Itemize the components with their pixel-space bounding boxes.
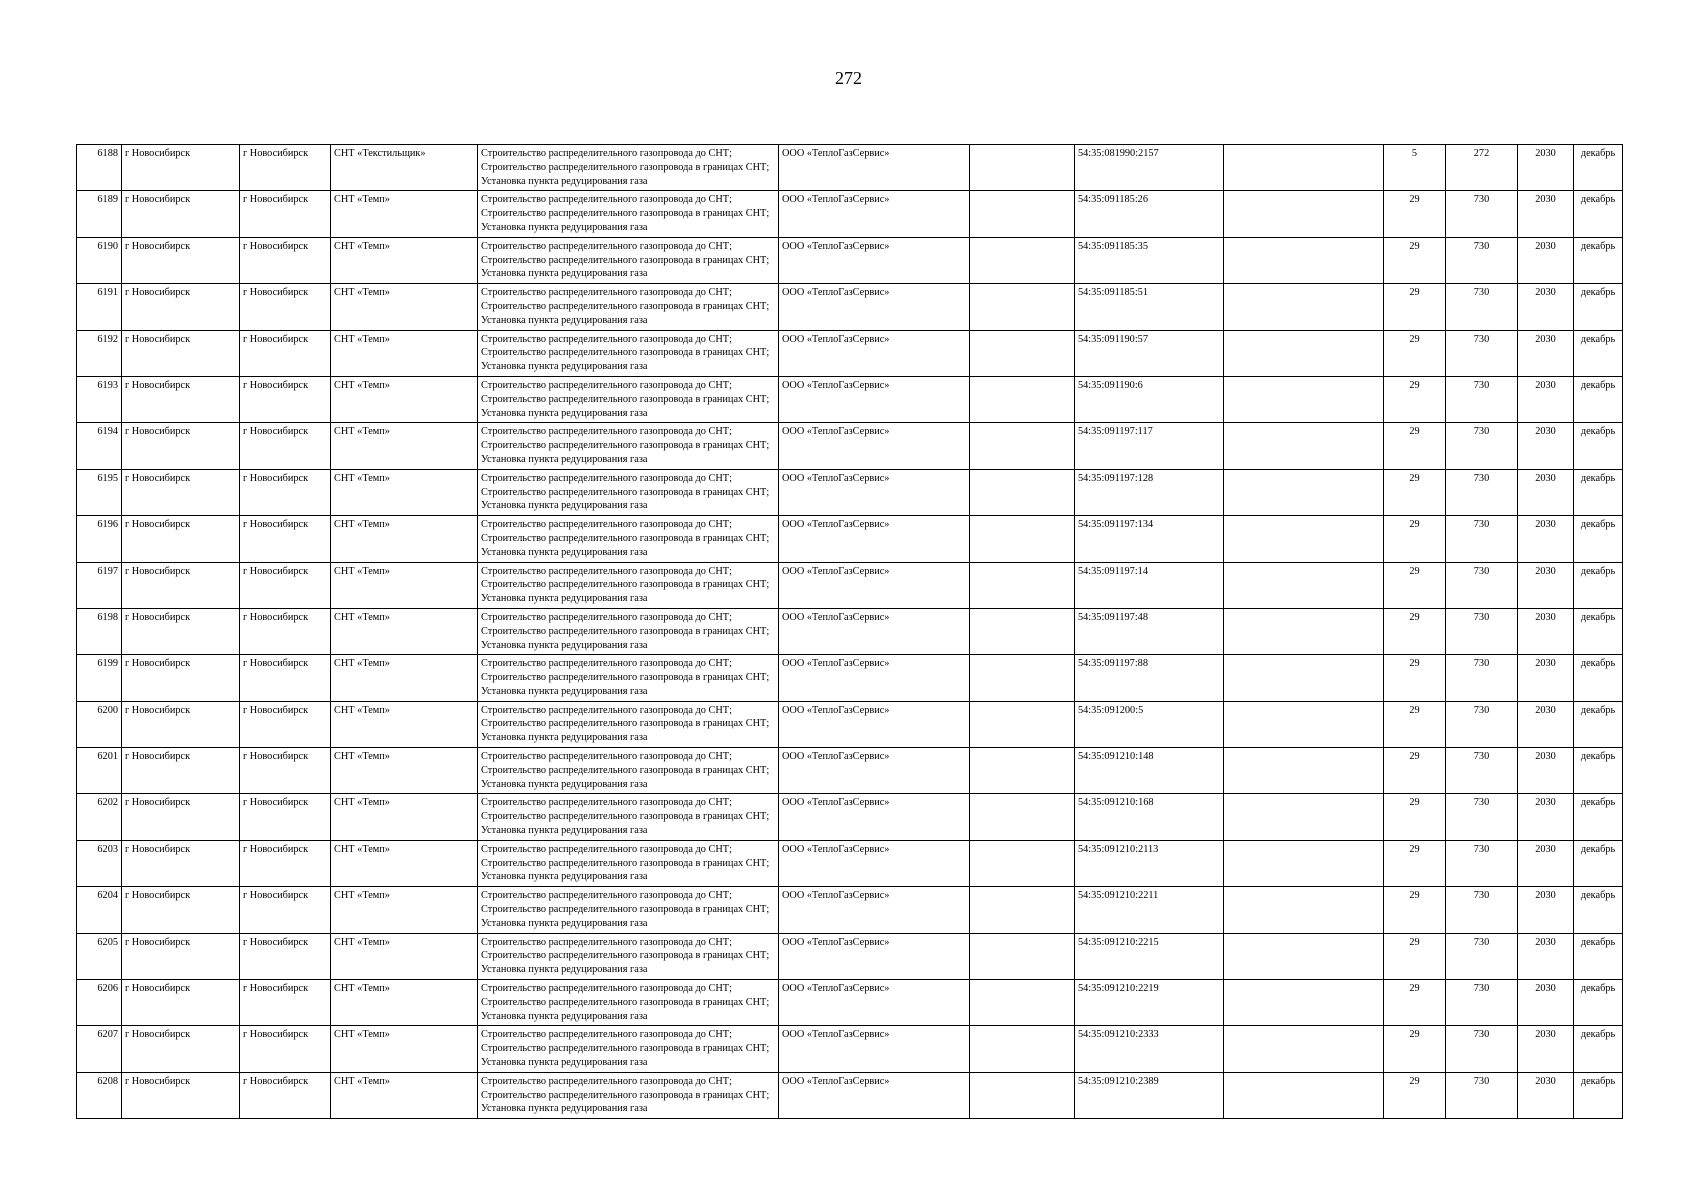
- table-row: [77, 701, 1623, 747]
- cell-locality: г Новосибирск: [240, 655, 331, 701]
- cell-month: декабрь: [1574, 516, 1623, 562]
- cell-length: 730: [1446, 748, 1518, 794]
- cell-object: СНТ «Темп»: [331, 237, 478, 283]
- cell-object: СНТ «Текстильщик»: [331, 145, 478, 191]
- cell-number: 6196: [77, 516, 122, 562]
- cell-locality: г Новосибирск: [240, 423, 331, 469]
- cell-locality: г Новосибирск: [240, 516, 331, 562]
- table-row: [77, 608, 1623, 654]
- cell-month: декабрь: [1574, 748, 1623, 794]
- cell-empty: [970, 237, 1075, 283]
- cell-locality: г Новосибирск: [240, 933, 331, 979]
- cell-year: 2030: [1518, 933, 1574, 979]
- cell-year: 2030: [1518, 191, 1574, 237]
- cell-organization: ООО «ТеплоГазСервис»: [779, 562, 970, 608]
- cell-object: СНТ «Темп»: [331, 1072, 478, 1118]
- cell-year: 2030: [1518, 237, 1574, 283]
- cell-empty: [970, 145, 1075, 191]
- cell-locality: г Новосибирск: [240, 1026, 331, 1072]
- cell-locality: г Новосибирск: [240, 748, 331, 794]
- cell-cadastral-number: 54:35:091210:2389: [1075, 1072, 1224, 1118]
- cell-month: декабрь: [1574, 1072, 1623, 1118]
- cell-organization: ООО «ТеплоГазСервис»: [779, 608, 970, 654]
- table-row: [77, 330, 1623, 376]
- cell-number: 6190: [77, 237, 122, 283]
- cell-organization: ООО «ТеплоГазСервис»: [779, 469, 970, 515]
- cell-empty: [970, 1026, 1075, 1072]
- cell-empty: [1224, 980, 1384, 1026]
- cell-empty: [970, 980, 1075, 1026]
- cell-empty: [1224, 608, 1384, 654]
- cell-number: 6203: [77, 840, 122, 886]
- cell-quantity: 29: [1384, 1026, 1446, 1072]
- cell-object: СНТ «Темп»: [331, 376, 478, 422]
- gasification-register-table: [76, 144, 1623, 1119]
- cell-cadastral-number: 54:35:081990:2157: [1075, 145, 1224, 191]
- cell-length: 730: [1446, 330, 1518, 376]
- cell-empty: [1224, 794, 1384, 840]
- cell-work-description: Строительство распределительного газопровода до СНТ; Строительство распределительного газопровода в границах СНТ; Установка пункта редуцирования газа: [478, 330, 779, 376]
- cell-length: 730: [1446, 655, 1518, 701]
- cell-year: 2030: [1518, 794, 1574, 840]
- cell-length: 730: [1446, 701, 1518, 747]
- table-body: [77, 145, 1623, 1119]
- table-row: [77, 376, 1623, 422]
- cell-work-description: Строительство распределительного газопровода до СНТ; Строительство распределительного газопровода в границах СНТ; Установка пункта редуцирования газа: [478, 376, 779, 422]
- cell-object: СНТ «Темп»: [331, 284, 478, 330]
- cell-month: декабрь: [1574, 655, 1623, 701]
- cell-quantity: 29: [1384, 748, 1446, 794]
- cell-length: 730: [1446, 423, 1518, 469]
- cell-year: 2030: [1518, 516, 1574, 562]
- cell-work-description: Строительство распределительного газопровода до СНТ; Строительство распределительного газопровода в границах СНТ; Установка пункта редуцирования газа: [478, 840, 779, 886]
- cell-cadastral-number: 54:35:091210:2333: [1075, 1026, 1224, 1072]
- cell-locality: г Новосибирск: [240, 887, 331, 933]
- cell-locality: г Новосибирск: [240, 469, 331, 515]
- cell-month: декабрь: [1574, 608, 1623, 654]
- cell-work-description: Строительство распределительного газопровода до СНТ; Строительство распределительного газопровода в границах СНТ; Установка пункта редуцирования газа: [478, 933, 779, 979]
- cell-year: 2030: [1518, 1072, 1574, 1118]
- cell-year: 2030: [1518, 980, 1574, 1026]
- cell-length: 730: [1446, 840, 1518, 886]
- cell-object: СНТ «Темп»: [331, 794, 478, 840]
- cell-district: г Новосибирск: [122, 1072, 240, 1118]
- cell-cadastral-number: 54:35:091185:51: [1075, 284, 1224, 330]
- cell-cadastral-number: 54:35:091200:5: [1075, 701, 1224, 747]
- cell-quantity: 29: [1384, 980, 1446, 1026]
- cell-number: 6191: [77, 284, 122, 330]
- cell-empty: [1224, 516, 1384, 562]
- table-row: [77, 840, 1623, 886]
- cell-empty: [970, 748, 1075, 794]
- cell-object: СНТ «Темп»: [331, 655, 478, 701]
- cell-month: декабрь: [1574, 376, 1623, 422]
- cell-locality: г Новосибирск: [240, 794, 331, 840]
- cell-district: г Новосибирск: [122, 376, 240, 422]
- cell-district: г Новосибирск: [122, 794, 240, 840]
- cell-district: г Новосибирск: [122, 1026, 240, 1072]
- cell-empty: [970, 794, 1075, 840]
- cell-cadastral-number: 54:35:091197:128: [1075, 469, 1224, 515]
- cell-work-description: Строительство распределительного газопровода до СНТ; Строительство распределительного газопровода в границах СНТ; Установка пункта редуцирования газа: [478, 701, 779, 747]
- cell-quantity: 29: [1384, 516, 1446, 562]
- cell-empty: [1224, 423, 1384, 469]
- cell-quantity: 29: [1384, 701, 1446, 747]
- table-row: [77, 145, 1623, 191]
- cell-district: г Новосибирск: [122, 840, 240, 886]
- table-row: [77, 794, 1623, 840]
- cell-work-description: Строительство распределительного газопровода до СНТ; Строительство распределительного газопровода в границах СНТ; Установка пункта редуцирования газа: [478, 469, 779, 515]
- cell-year: 2030: [1518, 701, 1574, 747]
- cell-empty: [1224, 840, 1384, 886]
- cell-quantity: 5: [1384, 145, 1446, 191]
- cell-cadastral-number: 54:35:091210:2211: [1075, 887, 1224, 933]
- cell-empty: [1224, 330, 1384, 376]
- table-row: [77, 933, 1623, 979]
- cell-district: г Новосибирск: [122, 423, 240, 469]
- cell-object: СНТ «Темп»: [331, 191, 478, 237]
- cell-locality: г Новосибирск: [240, 980, 331, 1026]
- cell-district: г Новосибирск: [122, 469, 240, 515]
- cell-organization: ООО «ТеплоГазСервис»: [779, 330, 970, 376]
- cell-district: г Новосибирск: [122, 608, 240, 654]
- cell-quantity: 29: [1384, 376, 1446, 422]
- cell-month: декабрь: [1574, 887, 1623, 933]
- cell-work-description: Строительство распределительного газопровода до СНТ; Строительство распределительного газопровода в границах СНТ; Установка пункта редуцирования газа: [478, 562, 779, 608]
- cell-year: 2030: [1518, 748, 1574, 794]
- cell-empty: [1224, 1072, 1384, 1118]
- cell-object: СНТ «Темп»: [331, 608, 478, 654]
- cell-year: 2030: [1518, 376, 1574, 422]
- cell-locality: г Новосибирск: [240, 1072, 331, 1118]
- cell-month: декабрь: [1574, 237, 1623, 283]
- cell-object: СНТ «Темп»: [331, 423, 478, 469]
- cell-empty: [970, 655, 1075, 701]
- cell-length: 730: [1446, 1072, 1518, 1118]
- cell-number: 6202: [77, 794, 122, 840]
- cell-cadastral-number: 54:35:091210:2113: [1075, 840, 1224, 886]
- cell-month: декабрь: [1574, 469, 1623, 515]
- cell-work-description: Строительство распределительного газопровода до СНТ; Строительство распределительного газопровода в границах СНТ; Установка пункта редуцирования газа: [478, 655, 779, 701]
- cell-organization: ООО «ТеплоГазСервис»: [779, 423, 970, 469]
- cell-work-description: Строительство распределительного газопровода до СНТ; Строительство распределительного газопровода в границах СНТ; Установка пункта редуцирования газа: [478, 887, 779, 933]
- cell-locality: г Новосибирск: [240, 191, 331, 237]
- cell-organization: ООО «ТеплоГазСервис»: [779, 701, 970, 747]
- cell-length: 730: [1446, 284, 1518, 330]
- cell-year: 2030: [1518, 469, 1574, 515]
- cell-organization: ООО «ТеплоГазСервис»: [779, 145, 970, 191]
- cell-cadastral-number: 54:35:091197:88: [1075, 655, 1224, 701]
- cell-number: 6195: [77, 469, 122, 515]
- cell-year: 2030: [1518, 562, 1574, 608]
- cell-quantity: 29: [1384, 933, 1446, 979]
- cell-empty: [1224, 748, 1384, 794]
- cell-object: СНТ «Темп»: [331, 562, 478, 608]
- cell-number: 6204: [77, 887, 122, 933]
- cell-locality: г Новосибирск: [240, 562, 331, 608]
- cell-work-description: Строительство распределительного газопровода до СНТ; Строительство распределительного газопровода в границах СНТ; Установка пункта редуцирования газа: [478, 423, 779, 469]
- cell-year: 2030: [1518, 887, 1574, 933]
- table-row: [77, 655, 1623, 701]
- cell-empty: [970, 1072, 1075, 1118]
- cell-quantity: 29: [1384, 562, 1446, 608]
- cell-year: 2030: [1518, 330, 1574, 376]
- cell-quantity: 29: [1384, 655, 1446, 701]
- cell-empty: [1224, 887, 1384, 933]
- cell-object: СНТ «Темп»: [331, 330, 478, 376]
- cell-quantity: 29: [1384, 794, 1446, 840]
- table-row: [77, 237, 1623, 283]
- cell-district: г Новосибирск: [122, 284, 240, 330]
- cell-length: 730: [1446, 376, 1518, 422]
- cell-month: декабрь: [1574, 794, 1623, 840]
- cell-organization: ООО «ТеплоГазСервис»: [779, 516, 970, 562]
- cell-organization: ООО «ТеплоГазСервис»: [779, 284, 970, 330]
- cell-organization: ООО «ТеплоГазСервис»: [779, 191, 970, 237]
- cell-quantity: 29: [1384, 840, 1446, 886]
- cell-object: СНТ «Темп»: [331, 516, 478, 562]
- cell-district: г Новосибирск: [122, 330, 240, 376]
- cell-object: СНТ «Темп»: [331, 933, 478, 979]
- cell-district: г Новосибирск: [122, 191, 240, 237]
- cell-cadastral-number: 54:35:091210:168: [1075, 794, 1224, 840]
- cell-organization: ООО «ТеплоГазСервис»: [779, 1072, 970, 1118]
- cell-work-description: Строительство распределительного газопровода до СНТ; Строительство распределительного газопровода в границах СНТ; Установка пункта редуцирования газа: [478, 237, 779, 283]
- table-row: [77, 469, 1623, 515]
- cell-month: декабрь: [1574, 1026, 1623, 1072]
- cell-object: СНТ «Темп»: [331, 469, 478, 515]
- cell-length: 272: [1446, 145, 1518, 191]
- cell-number: 6192: [77, 330, 122, 376]
- cell-length: 730: [1446, 1026, 1518, 1072]
- cell-empty: [970, 840, 1075, 886]
- cell-district: г Новосибирск: [122, 980, 240, 1026]
- cell-work-description: Строительство распределительного газопровода до СНТ; Строительство распределительного газопровода в границах СНТ; Установка пункта редуцирования газа: [478, 516, 779, 562]
- cell-number: 6205: [77, 933, 122, 979]
- cell-work-description: Строительство распределительного газопровода до СНТ; Строительство распределительного газопровода в границах СНТ; Установка пункта редуцирования газа: [478, 284, 779, 330]
- cell-object: СНТ «Темп»: [331, 701, 478, 747]
- cell-number: 6194: [77, 423, 122, 469]
- cell-district: г Новосибирск: [122, 145, 240, 191]
- cell-organization: ООО «ТеплоГазСервис»: [779, 840, 970, 886]
- cell-locality: г Новосибирск: [240, 330, 331, 376]
- cell-empty: [970, 608, 1075, 654]
- cell-length: 730: [1446, 933, 1518, 979]
- cell-quantity: 29: [1384, 608, 1446, 654]
- cell-organization: ООО «ТеплоГазСервис»: [779, 794, 970, 840]
- cell-empty: [1224, 701, 1384, 747]
- table-row: [77, 191, 1623, 237]
- cell-cadastral-number: 54:35:091210:2215: [1075, 933, 1224, 979]
- cell-empty: [970, 516, 1075, 562]
- cell-number: 6189: [77, 191, 122, 237]
- cell-number: 6198: [77, 608, 122, 654]
- table-row: [77, 562, 1623, 608]
- cell-empty: [1224, 933, 1384, 979]
- cell-cadastral-number: 54:35:091210:2219: [1075, 980, 1224, 1026]
- cell-empty: [970, 423, 1075, 469]
- cell-length: 730: [1446, 469, 1518, 515]
- cell-work-description: Строительство распределительного газопровода до СНТ; Строительство распределительного газопровода в границах СНТ; Установка пункта редуцирования газа: [478, 980, 779, 1026]
- cell-empty: [970, 701, 1075, 747]
- cell-organization: ООО «ТеплоГазСервис»: [779, 237, 970, 283]
- table-row: [77, 423, 1623, 469]
- cell-length: 730: [1446, 562, 1518, 608]
- cell-number: 6193: [77, 376, 122, 422]
- cell-month: декабрь: [1574, 562, 1623, 608]
- cell-length: 730: [1446, 516, 1518, 562]
- cell-quantity: 29: [1384, 237, 1446, 283]
- cell-work-description: Строительство распределительного газопровода до СНТ; Строительство распределительного газопровода в границах СНТ; Установка пункта редуцирования газа: [478, 794, 779, 840]
- cell-month: декабрь: [1574, 933, 1623, 979]
- cell-empty: [970, 887, 1075, 933]
- cell-empty: [1224, 562, 1384, 608]
- page-number: 272: [835, 68, 862, 88]
- cell-district: г Новосибирск: [122, 516, 240, 562]
- cell-number: 6201: [77, 748, 122, 794]
- cell-organization: ООО «ТеплоГазСервис»: [779, 655, 970, 701]
- cell-object: СНТ «Темп»: [331, 1026, 478, 1072]
- table-row: [77, 1072, 1623, 1118]
- cell-length: 730: [1446, 887, 1518, 933]
- cell-length: 730: [1446, 794, 1518, 840]
- cell-cadastral-number: 54:35:091185:35: [1075, 237, 1224, 283]
- cell-empty: [970, 933, 1075, 979]
- cell-object: СНТ «Темп»: [331, 887, 478, 933]
- cell-locality: г Новосибирск: [240, 608, 331, 654]
- cell-object: СНТ «Темп»: [331, 840, 478, 886]
- cell-empty: [1224, 145, 1384, 191]
- cell-number: 6208: [77, 1072, 122, 1118]
- cell-length: 730: [1446, 237, 1518, 283]
- cell-empty: [970, 284, 1075, 330]
- cell-year: 2030: [1518, 840, 1574, 886]
- cell-number: 6197: [77, 562, 122, 608]
- cell-empty: [1224, 191, 1384, 237]
- cell-organization: ООО «ТеплоГазСервис»: [779, 376, 970, 422]
- table-row: [77, 516, 1623, 562]
- cell-quantity: 29: [1384, 191, 1446, 237]
- cell-empty: [1224, 284, 1384, 330]
- cell-cadastral-number: 54:35:091197:134: [1075, 516, 1224, 562]
- cell-quantity: 29: [1384, 330, 1446, 376]
- cell-object: СНТ «Темп»: [331, 980, 478, 1026]
- cell-month: декабрь: [1574, 840, 1623, 886]
- cell-work-description: Строительство распределительного газопровода до СНТ; Строительство распределительного газопровода в границах СНТ; Установка пункта редуцирования газа: [478, 608, 779, 654]
- cell-district: г Новосибирск: [122, 701, 240, 747]
- cell-empty: [1224, 655, 1384, 701]
- cell-work-description: Строительство распределительного газопровода до СНТ; Строительство распределительного газопровода в границах СНТ; Установка пункта редуцирования газа: [478, 748, 779, 794]
- cell-quantity: 29: [1384, 469, 1446, 515]
- cell-empty: [1224, 376, 1384, 422]
- cell-month: декабрь: [1574, 284, 1623, 330]
- cell-locality: г Новосибирск: [240, 237, 331, 283]
- cell-cadastral-number: 54:35:091190:57: [1075, 330, 1224, 376]
- table-row: [77, 284, 1623, 330]
- cell-locality: г Новосибирск: [240, 145, 331, 191]
- table-row: [77, 887, 1623, 933]
- cell-locality: г Новосибирск: [240, 840, 331, 886]
- cell-cadastral-number: 54:35:091185:26: [1075, 191, 1224, 237]
- cell-year: 2030: [1518, 655, 1574, 701]
- cell-empty: [970, 330, 1075, 376]
- table-row: [77, 1026, 1623, 1072]
- cell-locality: г Новосибирск: [240, 284, 331, 330]
- cell-year: 2030: [1518, 145, 1574, 191]
- cell-empty: [970, 191, 1075, 237]
- cell-organization: ООО «ТеплоГазСервис»: [779, 748, 970, 794]
- cell-district: г Новосибирск: [122, 655, 240, 701]
- cell-district: г Новосибирск: [122, 933, 240, 979]
- cell-month: декабрь: [1574, 980, 1623, 1026]
- cell-quantity: 29: [1384, 284, 1446, 330]
- cell-object: СНТ «Темп»: [331, 748, 478, 794]
- cell-organization: ООО «ТеплоГазСервис»: [779, 887, 970, 933]
- cell-length: 730: [1446, 980, 1518, 1026]
- cell-locality: г Новосибирск: [240, 701, 331, 747]
- cell-year: 2030: [1518, 1026, 1574, 1072]
- cell-month: декабрь: [1574, 191, 1623, 237]
- cell-month: декабрь: [1574, 330, 1623, 376]
- cell-month: декабрь: [1574, 423, 1623, 469]
- cell-cadastral-number: 54:35:091197:14: [1075, 562, 1224, 608]
- cell-year: 2030: [1518, 608, 1574, 654]
- cell-length: 730: [1446, 608, 1518, 654]
- cell-work-description: Строительство распределительного газопровода до СНТ; Строительство распределительного газопровода в границах СНТ; Установка пункта редуцирования газа: [478, 1072, 779, 1118]
- cell-work-description: Строительство распределительного газопровода до СНТ; Строительство распределительного газопровода в границах СНТ; Установка пункта редуцирования газа: [478, 145, 779, 191]
- cell-empty: [970, 376, 1075, 422]
- cell-organization: ООО «ТеплоГазСервис»: [779, 980, 970, 1026]
- cell-work-description: Строительство распределительного газопровода до СНТ; Строительство распределительного газопровода в границах СНТ; Установка пункта редуцирования газа: [478, 1026, 779, 1072]
- cell-number: 6206: [77, 980, 122, 1026]
- cell-empty: [970, 562, 1075, 608]
- cell-year: 2030: [1518, 423, 1574, 469]
- cell-number: 6200: [77, 701, 122, 747]
- cell-work-description: Строительство распределительного газопровода до СНТ; Строительство распределительного газопровода в границах СНТ; Установка пункта редуцирования газа: [478, 191, 779, 237]
- cell-month: декабрь: [1574, 701, 1623, 747]
- cell-quantity: 29: [1384, 887, 1446, 933]
- cell-number: 6199: [77, 655, 122, 701]
- cell-district: г Новосибирск: [122, 748, 240, 794]
- cell-year: 2030: [1518, 284, 1574, 330]
- cell-quantity: 29: [1384, 1072, 1446, 1118]
- cell-length: 730: [1446, 191, 1518, 237]
- cell-organization: ООО «ТеплоГазСервис»: [779, 1026, 970, 1072]
- cell-empty: [1224, 469, 1384, 515]
- cell-number: 6188: [77, 145, 122, 191]
- cell-district: г Новосибирск: [122, 887, 240, 933]
- cell-empty: [1224, 1026, 1384, 1072]
- table-row: [77, 748, 1623, 794]
- cell-district: г Новосибирск: [122, 562, 240, 608]
- cell-locality: г Новосибирск: [240, 376, 331, 422]
- cell-cadastral-number: 54:35:091197:48: [1075, 608, 1224, 654]
- cell-cadastral-number: 54:35:091190:6: [1075, 376, 1224, 422]
- cell-district: г Новосибирск: [122, 237, 240, 283]
- cell-organization: ООО «ТеплоГазСервис»: [779, 933, 970, 979]
- cell-month: декабрь: [1574, 145, 1623, 191]
- cell-number: 6207: [77, 1026, 122, 1072]
- cell-empty: [1224, 237, 1384, 283]
- cell-cadastral-number: 54:35:091210:148: [1075, 748, 1224, 794]
- cell-quantity: 29: [1384, 423, 1446, 469]
- cell-empty: [970, 469, 1075, 515]
- cell-cadastral-number: 54:35:091197:117: [1075, 423, 1224, 469]
- table-row: [77, 980, 1623, 1026]
